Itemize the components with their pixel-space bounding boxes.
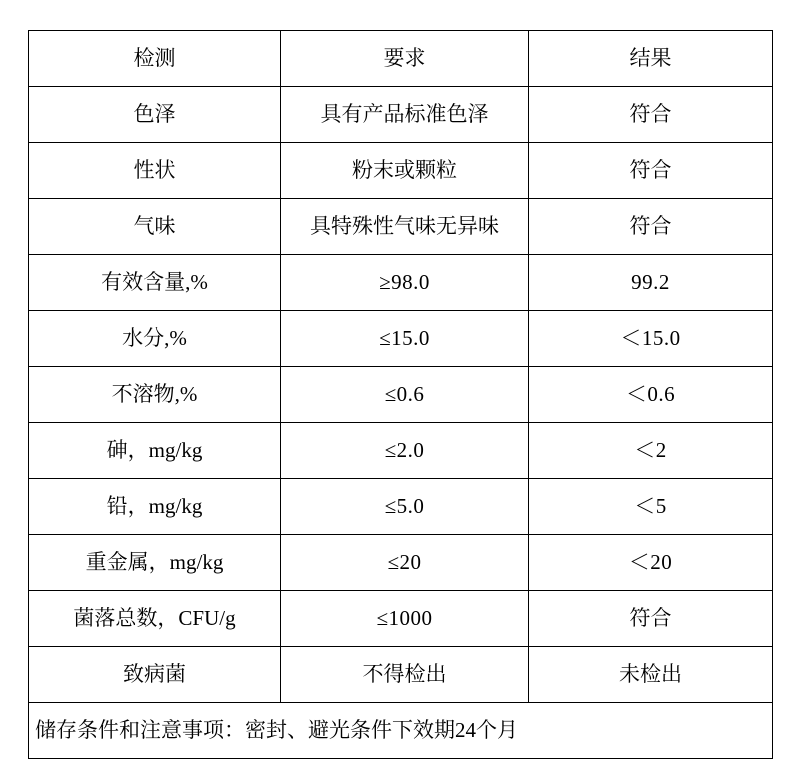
cell-requirement: ≤1000 xyxy=(281,591,529,647)
specification-table xyxy=(28,30,773,759)
header-label-item: 检测 xyxy=(133,45,176,70)
header-label-result: 结果 xyxy=(629,45,672,70)
cell-requirement: ≤0.6 xyxy=(281,367,529,423)
cell-item: 色泽 xyxy=(29,87,281,143)
cell-result: 99.2 xyxy=(529,255,773,311)
cell-requirement: 具特殊性气味无异味 xyxy=(281,199,529,255)
storage-conditions-text: 储存条件和注意事项：密封、避光条件下效期24个月 xyxy=(35,717,518,742)
table-header-cell-result xyxy=(529,31,773,87)
cell-item: 气味 xyxy=(29,199,281,255)
cell-requirement: ≥98.0 xyxy=(281,255,529,311)
cell-item: 铅，mg/kg xyxy=(29,479,281,535)
table-row xyxy=(29,647,773,703)
table-row xyxy=(29,199,773,255)
table-row xyxy=(29,255,773,311)
table-footer-row xyxy=(29,703,773,759)
cell-requirement: ≤20 xyxy=(281,535,529,591)
cell-result: 符合 xyxy=(529,591,773,647)
cell-item: 致病菌 xyxy=(29,647,281,703)
cell-result: ＜5 xyxy=(529,479,773,535)
cell-requirement: ≤5.0 xyxy=(281,479,529,535)
table-header-cell-item xyxy=(29,31,281,87)
storage-conditions-cell xyxy=(29,703,773,759)
header-label-requirement: 要求 xyxy=(383,45,426,70)
cell-item: 不溶物,% xyxy=(29,367,281,423)
cell-result: ＜2 xyxy=(529,423,773,479)
cell-requirement: 不得检出 xyxy=(281,647,529,703)
cell-requirement: 粉末或颗粒 xyxy=(281,143,529,199)
cell-result: ＜0.6 xyxy=(529,367,773,423)
cell-result: 符合 xyxy=(529,199,773,255)
cell-requirement: ≤15.0 xyxy=(281,311,529,367)
table-row xyxy=(29,423,773,479)
table-row xyxy=(29,479,773,535)
specification-table-container xyxy=(28,30,772,759)
cell-item: 菌落总数，CFU/g xyxy=(29,591,281,647)
cell-result: 符合 xyxy=(529,143,773,199)
table-header-row xyxy=(29,31,773,87)
cell-result: 未检出 xyxy=(529,647,773,703)
cell-result: 符合 xyxy=(529,87,773,143)
table-row xyxy=(29,367,773,423)
cell-result: ＜20 xyxy=(529,535,773,591)
cell-requirement: 具有产品标准色泽 xyxy=(281,87,529,143)
cell-result: ＜15.0 xyxy=(529,311,773,367)
table-row xyxy=(29,87,773,143)
cell-requirement: ≤2.0 xyxy=(281,423,529,479)
cell-item: 砷，mg/kg xyxy=(29,423,281,479)
cell-item: 性状 xyxy=(29,143,281,199)
table-row xyxy=(29,591,773,647)
cell-item: 有效含量,% xyxy=(29,255,281,311)
cell-item: 重金属，mg/kg xyxy=(29,535,281,591)
cell-item: 水分,% xyxy=(29,311,281,367)
table-row xyxy=(29,535,773,591)
table-row xyxy=(29,143,773,199)
table-row xyxy=(29,311,773,367)
table-header-cell-requirement xyxy=(281,31,529,87)
